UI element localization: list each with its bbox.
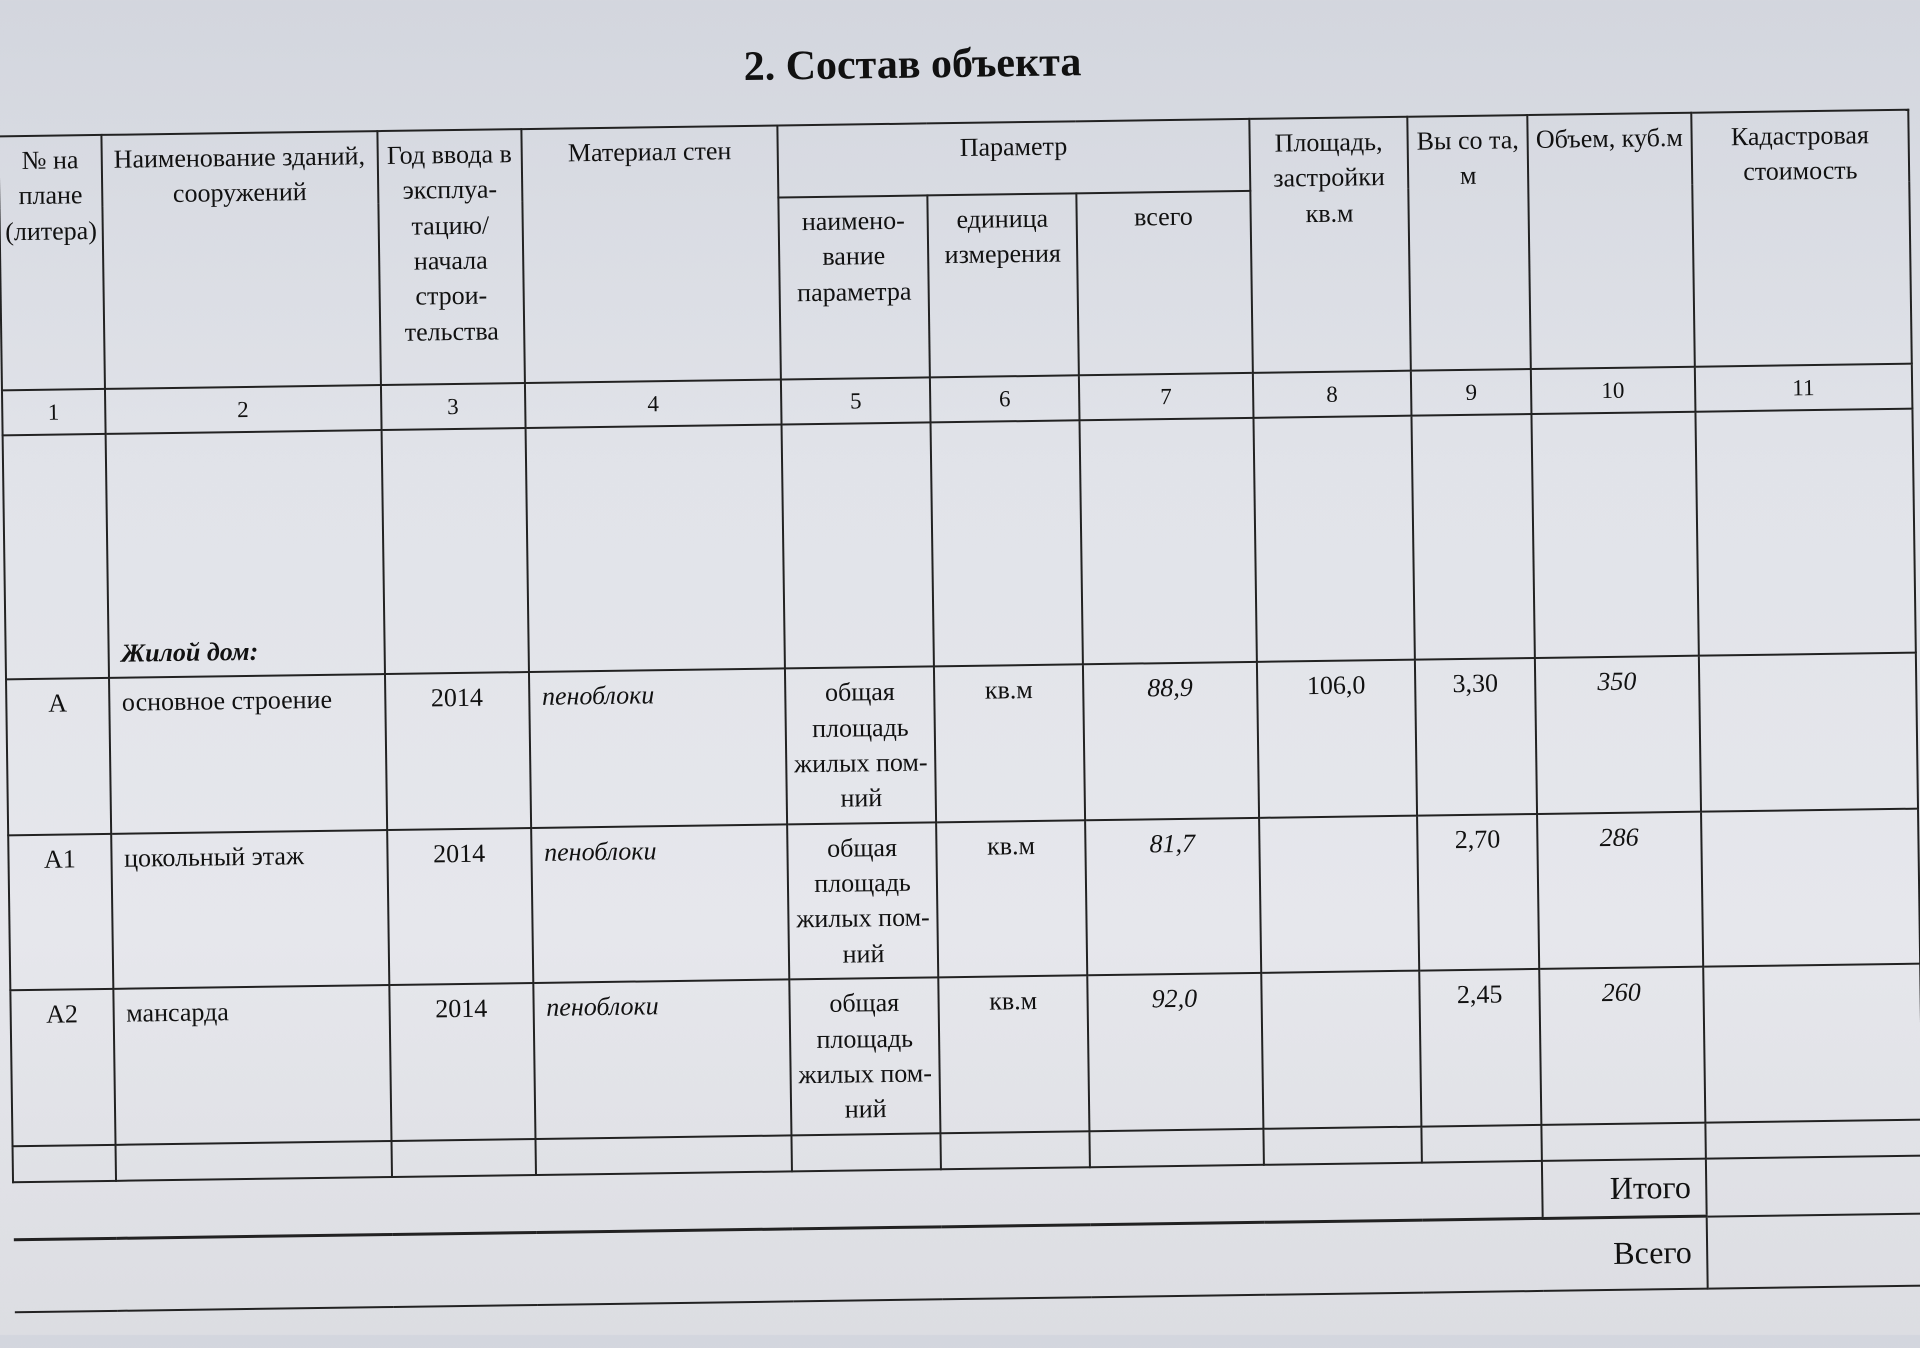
row-liter: А1 — [8, 834, 113, 991]
header-height: Вы со та, м — [1408, 115, 1531, 371]
table-row — [8, 808, 1920, 990]
itogo-value — [1705, 1155, 1920, 1216]
row-cadastral — [1698, 653, 1918, 811]
header-liter: № на плане (литера) — [0, 135, 105, 390]
row-year: 2014 — [385, 672, 531, 829]
column-number: 10 — [1531, 367, 1695, 415]
column-number: 7 — [1079, 373, 1253, 421]
row-height: 2,70 — [1417, 814, 1539, 971]
itogo-label: Итого — [1542, 1158, 1706, 1218]
header-volume: Объем, куб.м — [1527, 113, 1694, 369]
column-number: 2 — [105, 385, 382, 434]
page-title: 2. Состав объекта — [743, 39, 1082, 90]
row-material: пеноблоки — [533, 980, 792, 1139]
column-number: 5 — [781, 377, 931, 424]
column-number: 1 — [2, 389, 105, 436]
column-number: 4 — [525, 379, 782, 428]
row-material: пеноблоки — [529, 669, 788, 828]
header-param-name: наимено-вание параметра — [778, 195, 930, 379]
row-name: основное строение — [109, 674, 387, 833]
column-number: 9 — [1411, 369, 1531, 416]
row-height: 3,30 — [1415, 658, 1537, 815]
row-volume: 286 — [1537, 811, 1703, 969]
section-row — [3, 409, 1916, 680]
header-footprint: Площадь, застройки кв.м — [1249, 117, 1411, 373]
header-param-unit: единица измерения — [927, 193, 1079, 377]
row-total: 81,7 — [1085, 818, 1261, 976]
row-footprint — [1261, 971, 1422, 1129]
header-year: Год ввода в эксплуа-тацию/ начала строи-тельства — [377, 129, 525, 385]
row-param-name: общая площадь жилых пом-ний — [785, 667, 936, 825]
row-unit: кв.м — [936, 820, 1087, 978]
row-unit: кв.м — [934, 665, 1085, 823]
header-param-total: всего — [1076, 191, 1252, 375]
row-total: 92,0 — [1087, 973, 1263, 1131]
vsego-label: Всего — [14, 1216, 1707, 1312]
header-parameter-group: Параметр — [777, 119, 1249, 198]
row-liter: А2 — [10, 989, 115, 1146]
column-number: 11 — [1694, 364, 1912, 412]
table-row — [6, 653, 1918, 835]
row-year: 2014 — [387, 828, 533, 985]
column-number: 3 — [381, 383, 526, 430]
row-cadastral — [1703, 964, 1920, 1122]
column-number: 8 — [1252, 371, 1411, 418]
row-year: 2014 — [389, 983, 535, 1140]
row-name: цокольный этаж — [111, 830, 389, 989]
row-material: пеноблоки — [531, 824, 790, 983]
header-cadastral: Кадастровая стоимость — [1691, 110, 1912, 367]
row-unit: кв.м — [938, 975, 1089, 1133]
header-material: Материал стен — [521, 126, 781, 384]
header-name: Наименование зданий, сооружений — [101, 131, 381, 389]
row-param-name: общая площадь жилых пом-ний — [787, 822, 938, 980]
row-name: мансарда — [113, 985, 391, 1144]
row-footprint: 106,0 — [1256, 660, 1417, 818]
column-number: 6 — [930, 375, 1080, 422]
object-composition-table — [0, 109, 1920, 1314]
row-liter: А — [6, 678, 111, 835]
section-label: Жилой дом: — [121, 636, 259, 668]
table-row — [10, 964, 1920, 1146]
row-volume: 260 — [1539, 967, 1705, 1125]
row-total: 88,9 — [1083, 662, 1259, 820]
row-param-name: общая площадь жилых пом-ний — [789, 977, 940, 1135]
vsego-value — [1706, 1213, 1920, 1289]
row-footprint — [1259, 815, 1420, 973]
row-volume: 350 — [1535, 656, 1701, 814]
row-cadastral — [1701, 808, 1920, 966]
row-height: 2,45 — [1419, 969, 1541, 1126]
